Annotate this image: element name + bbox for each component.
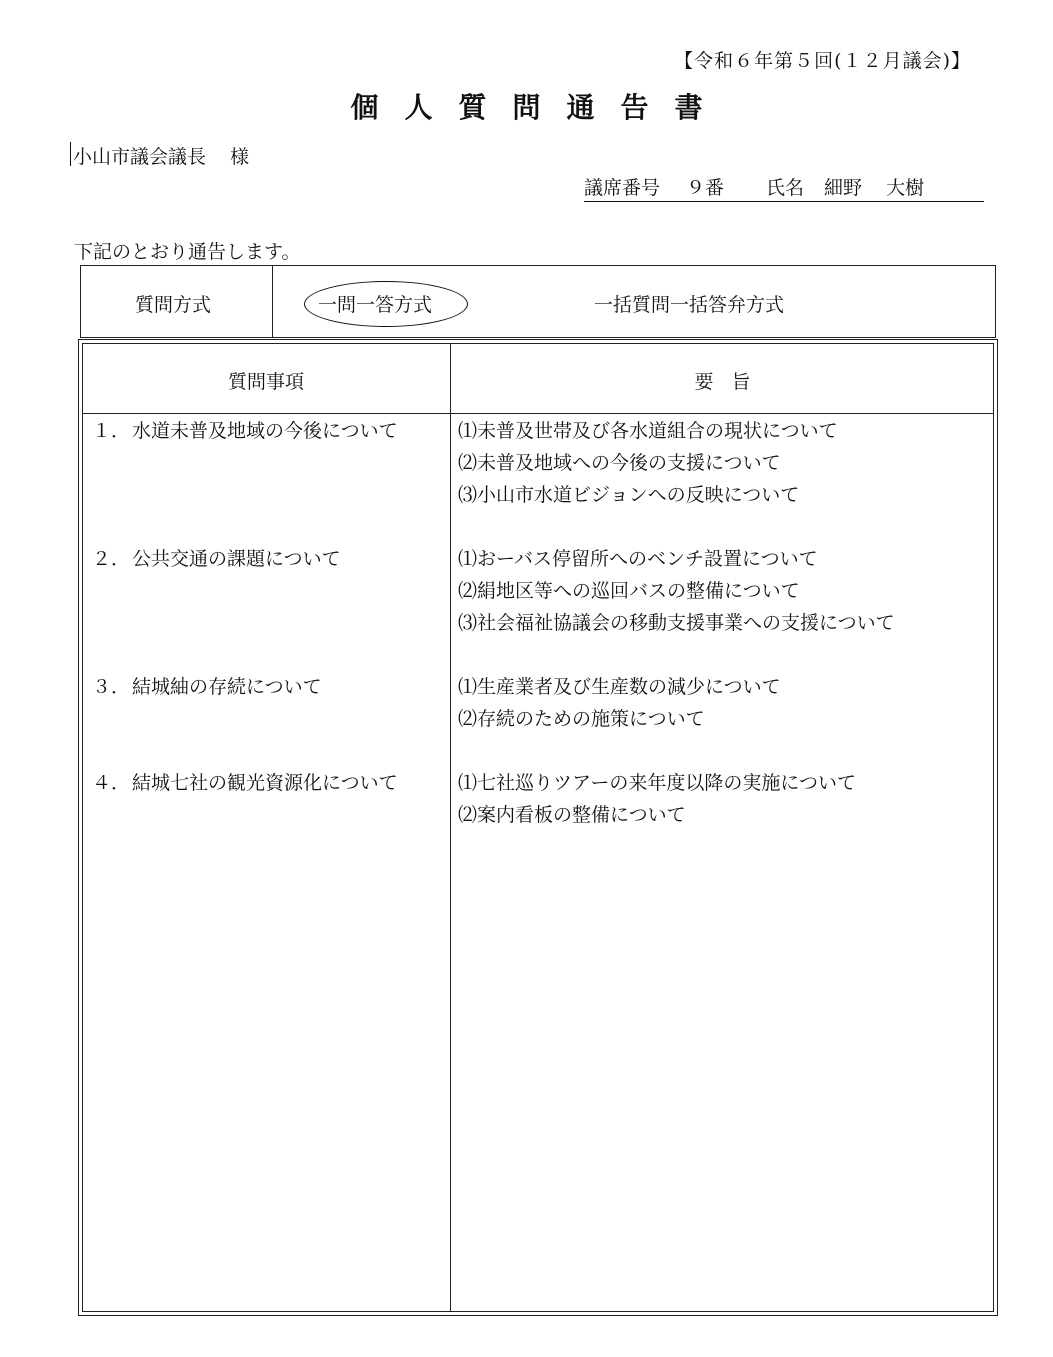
question-text: 水道未普及地域の今後について: [132, 420, 398, 442]
member-given-name: 大樹: [886, 177, 925, 199]
method-option-batch: 一括質問一括答弁方式: [594, 294, 785, 316]
summary-point: ⑵未普及地域への今後の支援について: [458, 452, 781, 474]
method-box: [80, 265, 996, 338]
addressee: [73, 142, 249, 169]
question-number: ４．: [92, 772, 131, 794]
addressee-honorific: 様: [230, 146, 250, 168]
document-title: 個人質問通告書: [350, 91, 729, 124]
question-number: ２．: [92, 548, 131, 570]
question-number: ３．: [92, 676, 131, 698]
question-text: 結城七社の観光資源化について: [132, 772, 398, 794]
summary-point: ⑵案内看板の整備について: [458, 804, 686, 826]
summary-point: ⑶社会福祉協議会の移動支援事業への支援について: [458, 612, 895, 634]
summary-point: ⑵絹地区等への巡回バスの整備について: [458, 580, 800, 602]
session-label: 【令和６年第５回(１２月議会)】: [674, 50, 971, 72]
summary-point: ⑵存続のための施策について: [458, 708, 705, 730]
column-header-items: 質問事項: [227, 371, 304, 393]
summary-point: ⑶小山市水道ビジョンへの反映について: [458, 484, 800, 506]
seat-number: ９番: [686, 177, 725, 199]
text-cursor: [70, 142, 71, 166]
seat-label: 議席番号: [584, 177, 661, 199]
column-divider: [450, 343, 451, 1312]
selection-circle: [304, 281, 468, 327]
notice-text: 下記のとおり通告します。: [74, 241, 301, 263]
header-divider: [82, 413, 994, 414]
question-number: １．: [92, 420, 131, 442]
method-divider: [272, 265, 273, 338]
summary-point: ⑴未普及世帯及び各水道組合の現状について: [458, 420, 838, 442]
method-label: 質問方式: [135, 294, 212, 316]
addressee-name: 小山市議会議長: [73, 146, 207, 168]
summary-point: ⑴おーバス停留所へのベンチ設置について: [458, 548, 818, 570]
summary-point: ⑴生産業者及び生産数の減少について: [458, 676, 781, 698]
question-text: 結城紬の存続について: [132, 676, 322, 698]
question-item: [92, 543, 341, 575]
question-item: [92, 415, 398, 447]
method-option-one-by-one: 一問一答方式: [318, 294, 433, 316]
question-item: [92, 767, 398, 799]
question-item: [92, 671, 322, 703]
question-text: 公共交通の課題について: [132, 548, 341, 570]
name-label: 氏名: [766, 177, 805, 199]
member-info: [584, 173, 984, 202]
member-family-name: 細野: [824, 177, 863, 199]
column-header-summary: 要旨: [694, 371, 769, 393]
summary-point: ⑴七社巡りツアーの来年度以降の実施について: [458, 772, 857, 794]
